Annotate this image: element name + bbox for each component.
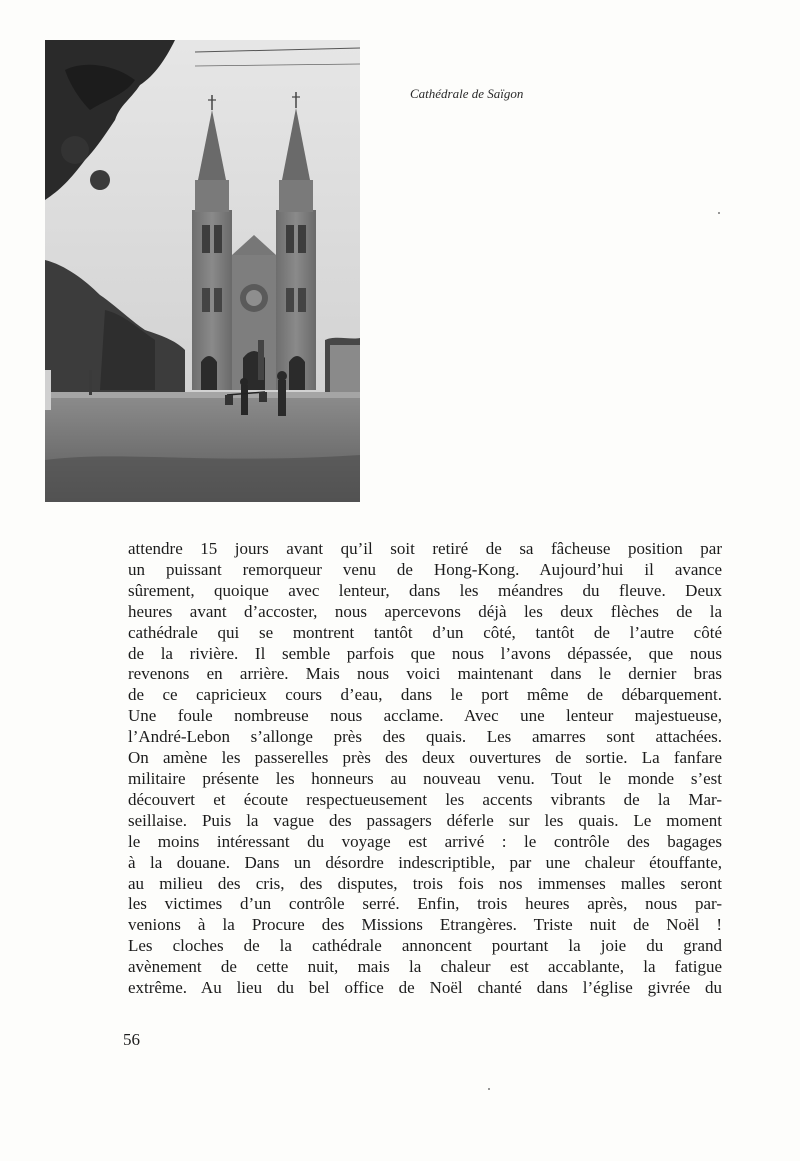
text-line: On amène les passerelles près des deux ouvertures de sortie. La fanfare bbox=[128, 748, 722, 768]
cathedral-photo bbox=[45, 40, 360, 502]
text-line: seillaise. Puis la vague des passagers déferle sur les quais. Le moment bbox=[128, 810, 722, 830]
text-line: extrême. Au lieu du bel office de Noël chanté dans l’église givrée du bbox=[128, 978, 722, 998]
page-number: 56 bbox=[123, 1030, 140, 1049]
text-line: venions à la Procure des Missions Etrangères. Triste nuit de Noël ! bbox=[128, 915, 722, 935]
text-line: à la douane. Dans un désordre indescriptible, par une chaleur étouffante, bbox=[128, 852, 722, 872]
text-line: attendre 15 jours avant qu’il soit retiré de sa fâcheuse position par bbox=[128, 539, 722, 558]
text-line: militaire présente les honneurs au nouveau venu. Tout le monde s’est bbox=[128, 768, 722, 788]
text-line: revenons en arrière. Mais nous voici maintenant dans le dernier bras bbox=[128, 664, 722, 684]
text-line: les victimes d’un contrôle serré. Enfin, trois heures après, nous par- bbox=[128, 894, 722, 914]
text-line: le moins intéressant du voyage est arrivé : le contrôle des bagages bbox=[128, 831, 722, 851]
paper-speck bbox=[718, 212, 720, 214]
text-line: de la rivière. Il semble parfois que nous l’avons dépassée, que nous bbox=[128, 643, 722, 663]
paper-speck bbox=[488, 1088, 490, 1090]
text-line: un puissant remorqueur venu de Hong-Kong. Aujourd’hui il avance bbox=[128, 559, 722, 579]
text-line: cathédrale qui se montrent tantôt d’un côté, tantôt de l’autre côté bbox=[128, 622, 722, 642]
text-line: découvert et écoute respectueusement les accents vibrants de la Mar- bbox=[128, 789, 722, 809]
text-line: Une foule nombreuse nous acclame. Avec une lenteur majestueuse, bbox=[128, 706, 722, 726]
photo-caption: Cathédrale de Saïgon bbox=[410, 86, 524, 101]
text-line: au milieu des cris, des disputes, trois fois nos immenses malles seront bbox=[128, 873, 722, 893]
cathedral-photo-drawing bbox=[45, 40, 360, 502]
text-line: de ce capricieux cours d’eau, dans le port même de débarquement. bbox=[128, 685, 722, 705]
text-line: sûrement, quoique avec lenteur, dans les méandres du fleuve. Deux bbox=[128, 580, 722, 600]
text-line: Les cloches de la cathédrale annoncent pourtant la joie du grand bbox=[128, 936, 722, 956]
body-text bbox=[128, 539, 722, 999]
text-line: heures avant d’accoster, nous apercevons déjà les deux flèches de la bbox=[128, 601, 722, 621]
text-line: avènement de cette nuit, mais la chaleur est accablante, la fatigue bbox=[128, 957, 722, 977]
text-line: l’André-Lebon s’allonge près des quais. Les amarres sont attachées. bbox=[128, 727, 722, 747]
